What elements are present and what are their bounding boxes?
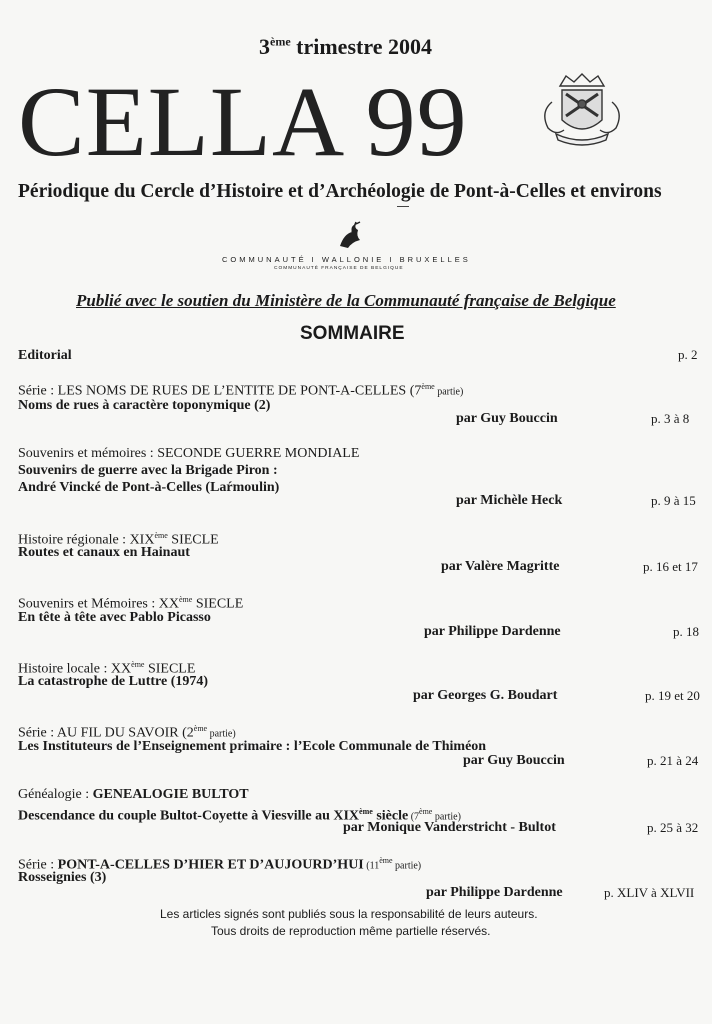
entry-2-title-2: André Vincké de Pont-à-Celles (Laŕmoulin) (18, 480, 280, 495)
entry-6-title: Les Instituteurs de l’Enseignement primaire : l’Ecole Communale de Thiméon (18, 739, 487, 754)
entry-4-page: p. 18 (673, 624, 699, 639)
entry-4-series: Souvenirs et Mémoires : XXème SIECLE (18, 595, 244, 612)
sponsor-statement: Publié avec le soutien du Ministère de la Communauté française de Belgique (76, 291, 616, 310)
entry-7-page: p. 25 à 32 (647, 820, 699, 835)
entry-6-page: p. 21 à 24 (647, 753, 699, 768)
entry-3-author: par Valère Magritte (441, 559, 560, 574)
entry-7-title: Descendance du couple Bultot-Coyette à Viesville au XIXème siècle (7ème partie) (18, 807, 461, 824)
entry-5-series: Histoire locale : XXème SIECLE (18, 660, 196, 677)
issue-quarter: 3ème trimestre 2004 (259, 34, 432, 59)
entry-2-series: Souvenirs et mémoires : SECONDE GUERRE MONDIALE (18, 446, 360, 461)
entry-1-page: p. 3 à 8 (651, 411, 690, 426)
masthead-title: CELLA 99 (18, 66, 468, 177)
sponsor-line-1: COMMUNAUTÉ I WALLONIE I BRUXELLES (222, 255, 471, 264)
entry-3-series: Histoire régionale : XIXème SIECLE (18, 531, 219, 548)
entry-1-series: Série : LES NOMS DE RUES DE L’ENTITE DE PONT-A-CELLES (7ème partie) (18, 382, 464, 399)
entry-5-author: par Georges G. Boudart (413, 688, 558, 703)
entry-2-author: par Michèle Heck (456, 493, 563, 508)
entry-5-page: p. 19 et 20 (645, 688, 700, 703)
entry-2-page: p. 9 à 15 (651, 493, 696, 508)
editorial-page: p. 2 (678, 347, 698, 362)
entry-1-title: Noms de rues à caractère toponymique (2) (18, 398, 271, 413)
entry-6-author: par Guy Bouccin (463, 753, 565, 768)
coat-of-arms-icon (530, 72, 634, 154)
entry-8-page: p. XLIV à XLVII (604, 885, 695, 900)
entry-4-title: En tête à tête avec Pablo Picasso (18, 610, 211, 625)
entry-8-series: Série : PONT-A-CELLES D’HIER ET D’AUJOURD’HUI (11ème partie) (18, 856, 422, 873)
entry-8-title: Rosseignies (3) (18, 870, 107, 885)
footer-note-2: Tous droits de reproduction même partielle réservés. (211, 924, 491, 938)
entry-1-author: par Guy Bouccin (456, 411, 558, 426)
entry-8-author: par Philippe Dardenne (426, 885, 563, 900)
entry-7-author: par Monique Vanderstricht - Bultot (343, 820, 556, 835)
entry-6-series: Série : AU FIL DU SAVOIR (2ème partie) (18, 724, 236, 741)
sommaire-heading: SOMMAIRE (300, 323, 405, 344)
divider (397, 206, 409, 207)
entry-4-author: par Philippe Dardenne (424, 624, 561, 639)
entry-3-title: Routes et canaux en Hainaut (18, 545, 190, 560)
sponsor-line-2: COMMUNAUTÉ FRANÇAISE DE BELGIQUE (274, 266, 404, 271)
entry-7-series: Généalogie : GENEALOGIE BULTOT (18, 787, 249, 802)
footer-note-1: Les articles signés sont publiés sous la responsabilité de leurs auteurs. (160, 907, 538, 921)
entry-2-title-1: Souvenirs de guerre avec la Brigade Piron : (18, 463, 278, 478)
subtitle: Périodique du Cercle d’Histoire et d’Archéologie de Pont-à-Celles et environs (18, 181, 662, 202)
entry-3-page: p. 16 et 17 (643, 559, 698, 574)
rooster-icon (334, 220, 364, 252)
entry-5-title: La catastrophe de Luttre (1974) (18, 674, 209, 689)
editorial-label: Editorial (18, 348, 72, 363)
